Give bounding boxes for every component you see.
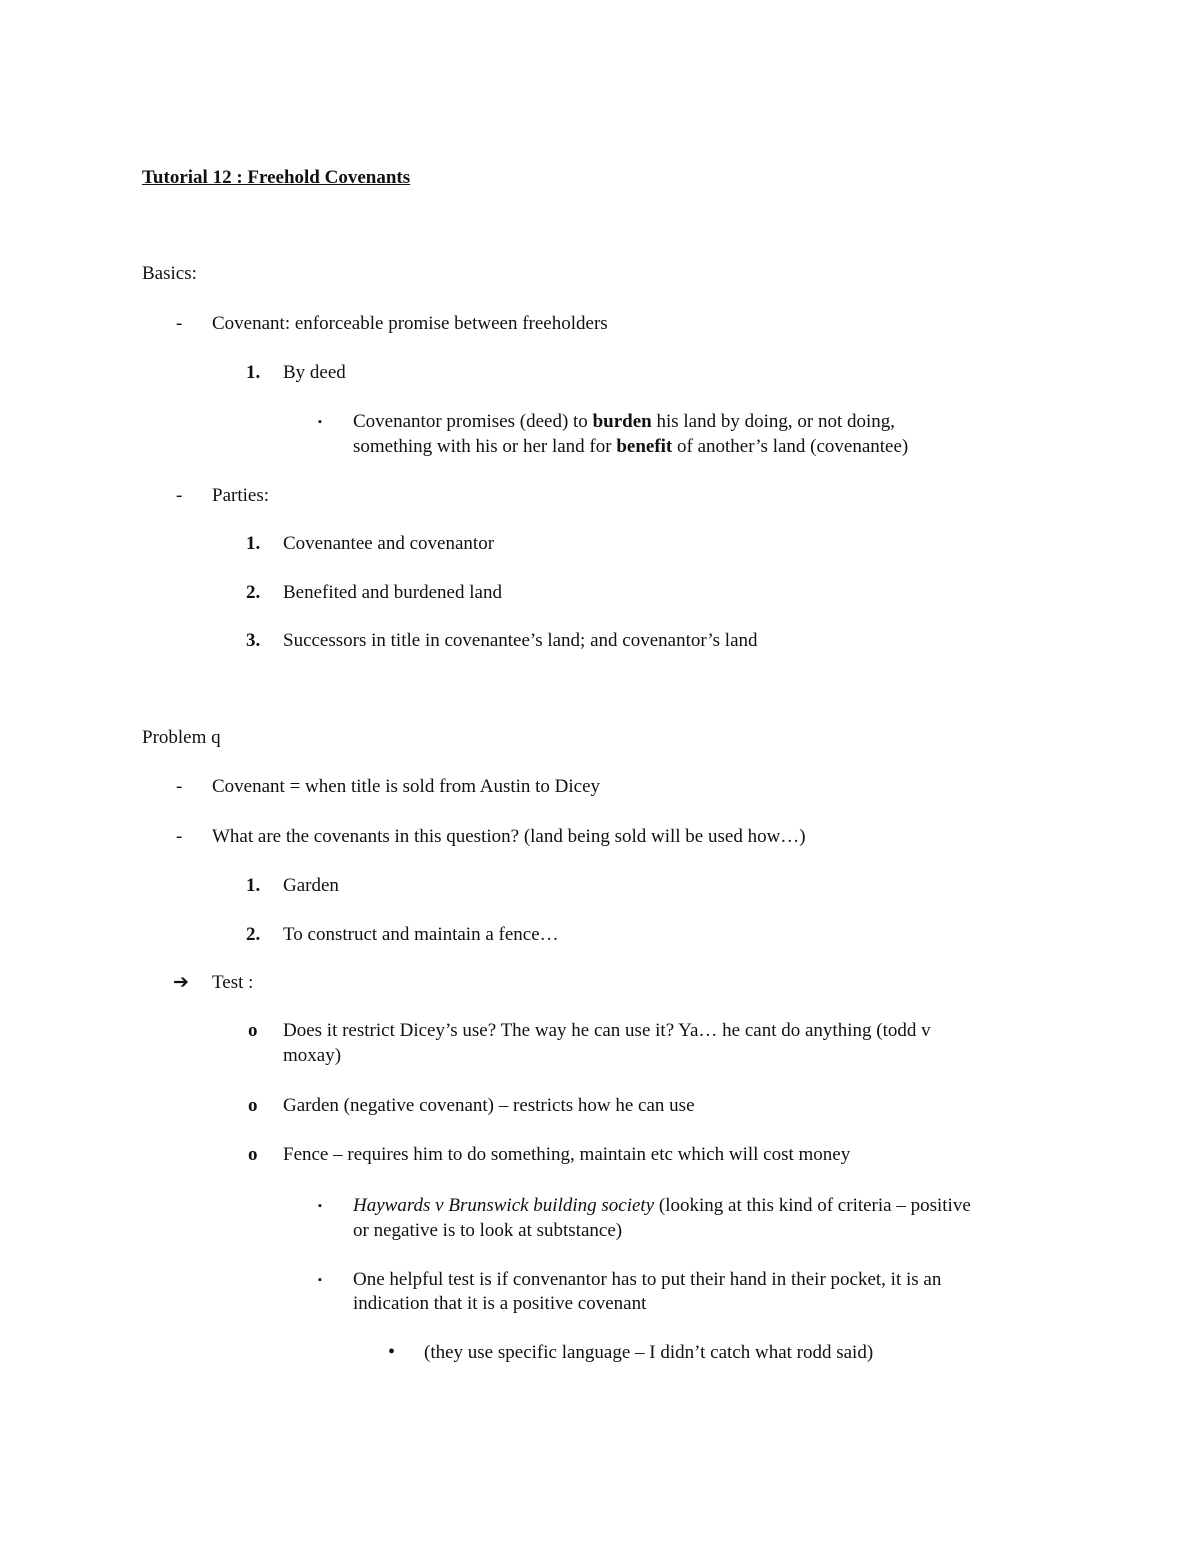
list-number: 1. bbox=[246, 533, 261, 554]
list-number: 1. bbox=[246, 875, 261, 896]
test-item-line-2: moxay) bbox=[283, 1045, 342, 1066]
square-bullet-icon: ▪ bbox=[318, 416, 322, 428]
helpful-test-line-2: indication that it is a positive covenant bbox=[353, 1293, 647, 1314]
test-item: Fence – requires him to do something, maintain etc which will cost money bbox=[283, 1144, 851, 1165]
list-item: Successors in title in covenantee’s land; and covenantor’s land bbox=[283, 630, 758, 651]
list-item: Benefited and burdened land bbox=[283, 582, 502, 603]
case-line-1: Haywards v Brunswick building society (looking at this kind of criteria – positive bbox=[353, 1195, 971, 1216]
circle-bullet-icon: o bbox=[248, 1020, 258, 1041]
case-name: Haywards v Brunswick building society bbox=[353, 1195, 655, 1216]
list-number: 2. bbox=[246, 582, 261, 603]
burden-bold: burden bbox=[592, 411, 652, 432]
basics-heading: Basics: bbox=[142, 263, 197, 284]
dash-bullet: - bbox=[176, 776, 183, 797]
circle-bullet-icon: o bbox=[248, 1144, 258, 1165]
bullet-text: What are the covenants in this question? (land being sold will be used how…) bbox=[212, 826, 806, 847]
list-number: 1. bbox=[246, 362, 261, 383]
test-label: Test : bbox=[212, 972, 254, 993]
arrow-right-icon: ➔ bbox=[173, 972, 189, 993]
square-bullet-icon: ▪ bbox=[318, 1200, 322, 1212]
dot-bullet-icon: • bbox=[388, 1341, 396, 1363]
page-title: Tutorial 12 : Freehold Covenants bbox=[142, 167, 411, 188]
dash-bullet: - bbox=[176, 485, 183, 506]
test-item-line-1: Does it restrict Dicey’s use? The way he can use it? Ya… he cant do anything (todd v bbox=[283, 1020, 931, 1041]
list-item: Covenantee and covenantor bbox=[283, 533, 495, 554]
covenantor-line-1: Covenantor promises (deed) to burden his land by doing, or not doing, bbox=[353, 411, 896, 432]
square-bullet-icon: ▪ bbox=[318, 1274, 322, 1286]
dash-bullet: - bbox=[176, 313, 183, 334]
list-item: Garden bbox=[283, 875, 339, 896]
case-line-2: or negative is to look at subtstance) bbox=[353, 1220, 623, 1241]
dash-bullet: - bbox=[176, 826, 183, 847]
circle-bullet-icon: o bbox=[248, 1095, 258, 1116]
covenantor-line-2: something with his or her land for benefit of another’s land (covenantee) bbox=[353, 436, 909, 457]
benefit-bold: benefit bbox=[616, 436, 673, 457]
test-item: Garden (negative covenant) – restricts how he can use bbox=[283, 1095, 695, 1116]
list-item: To construct and maintain a fence… bbox=[283, 924, 559, 945]
bullet-text: Covenant = when title is sold from Austin to Dicey bbox=[212, 776, 601, 797]
problem-heading: Problem q bbox=[142, 727, 221, 748]
list-number: 2. bbox=[246, 924, 261, 945]
covenant-definition: Covenant: enforceable promise between freeholders bbox=[212, 313, 608, 334]
helpful-test-line-1: One helpful test is if convenantor has to put their hand in their pocket, it is an bbox=[353, 1269, 942, 1290]
note-text: (they use specific language – I didn’t catch what rodd said) bbox=[424, 1342, 874, 1363]
list-number: 3. bbox=[246, 630, 261, 651]
list-item-by-deed: By deed bbox=[283, 362, 346, 383]
parties-label: Parties: bbox=[212, 485, 269, 506]
